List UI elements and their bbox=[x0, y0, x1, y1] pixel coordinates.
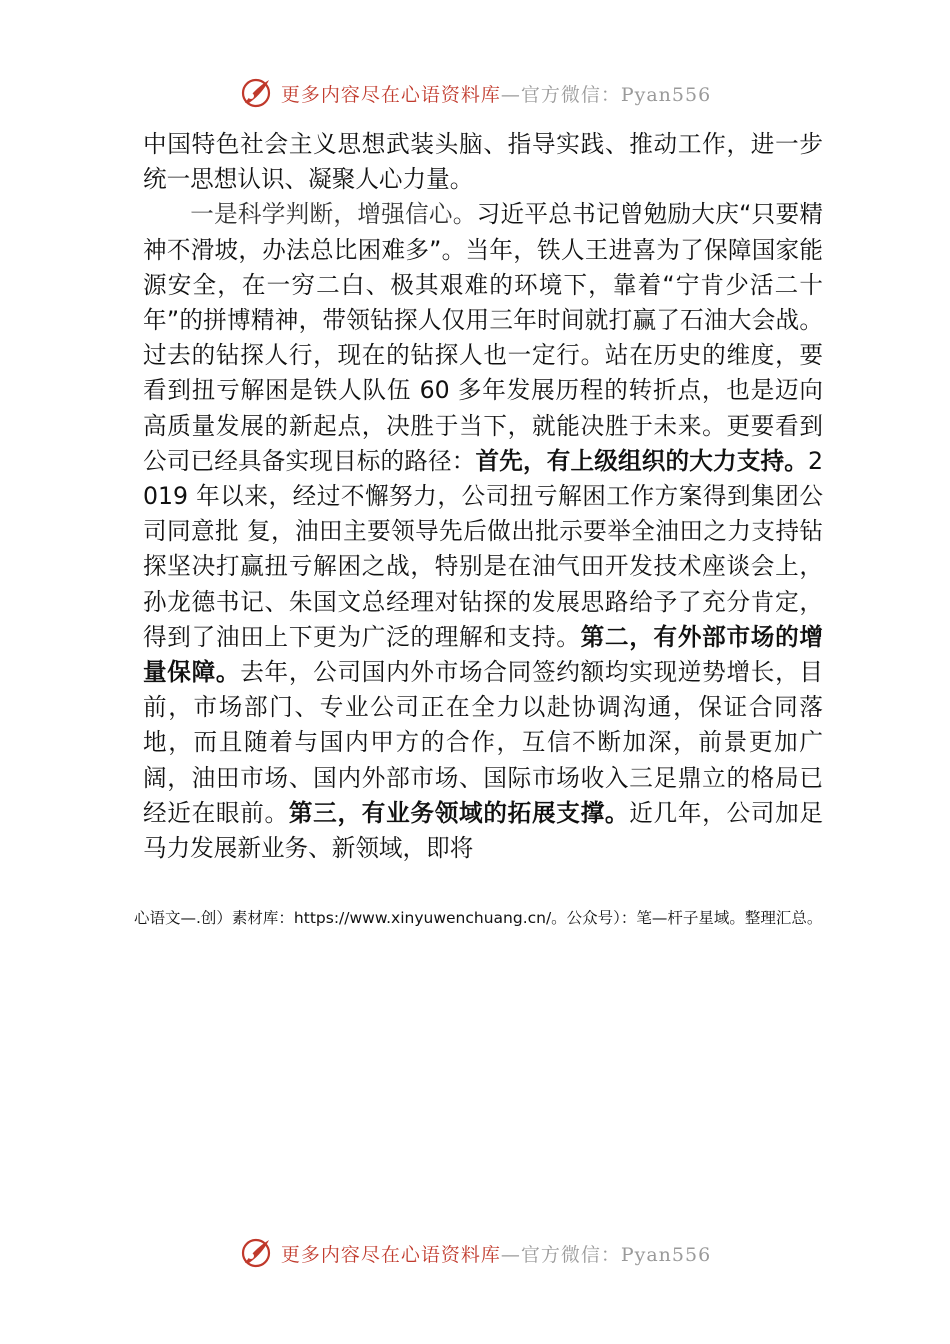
quill-seal-icon bbox=[239, 1236, 273, 1270]
paragraph-text-c: 去年，公司国内外市场合同签约额均实现逆势增长，目前，市场部门、专业公司正在全力以赴协调沟通，保证合同落地，而且随着与国内甲方的合作，互信不断加深，前景更加广阔，油田市场、国内外部市场、国际市场收入三足鼎立的格局已经近在眼前。 bbox=[143, 658, 824, 827]
footer-text bbox=[281, 1240, 711, 1267]
paragraph-continued: 中国特色社会主义思想武装头脑、指导实践、推动工作，进一步统一思想认识、凝聚人心力量。 bbox=[143, 130, 823, 194]
footer-banner bbox=[0, 1233, 950, 1273]
header-text-gray: —官方微信：Pyan556 bbox=[500, 83, 712, 106]
header-text bbox=[281, 80, 711, 107]
paragraph-main bbox=[143, 197, 823, 866]
point-heading-second: 第二，有外部市场的增量保障。 bbox=[143, 622, 824, 687]
point-heading-first: 首先，有上级组织的大力支持。 bbox=[475, 446, 808, 475]
header-text-red: 更多内容尽在心语资料库 bbox=[280, 83, 501, 106]
document-body bbox=[143, 127, 823, 866]
paragraph-text-a: 习近平总书记曾勉励大庆“只要精神不滑坡，办法总比困难多”。当年，铁人王进喜为了保障国家能源安全，在一穷二白、极其艰难的环境下，靠着“宁肯少活二十年”的拼博精神，带领钻探人仅用三年时间就打赢了石油大会战。过去的钻探人行，现在的钻探人也一定行。站在历史的维度，要看到扭亏解困是铁人队伍 60 多年发展历程的转折点，也是迈向高质量发展的新起点，决胜于当下，就能决胜于未来。更要看到公司已经具备实现目标的路径： bbox=[143, 200, 823, 475]
quill-seal-icon bbox=[239, 76, 273, 110]
point-heading-third: 第三，有业务领域的拓展支撑。 bbox=[288, 798, 630, 827]
footer-text-gray: —官方微信：Pyan556 bbox=[500, 1243, 712, 1266]
header-banner bbox=[0, 73, 950, 113]
paragraph-text-d: 近几年，公司加足马力发展新业务、新领域，即将 bbox=[143, 798, 824, 863]
paragraph-text-b: 2019 年以来，经过不懈努力，公司扭亏解困工作方案得到集团公司同意批 复，油田主要领导先后做出批示要举全油田之力支持钻探坚决打赢扭亏解困之战，特别是在油气田开发技术座谈会上， 孙龙德书记、朱国文总经理对钻探的发展思路给予了充分肯定，得到了油田上下更为广泛的理解和支持。 bbox=[143, 446, 824, 651]
source-note: 心语文—.创）素材库：https://www.xinyuwenchuang.cn/。公众号）：笔—杆子星域。整理汇总。 bbox=[134, 909, 823, 927]
section-lead: 一是科学判断，增强信心。 bbox=[190, 200, 477, 229]
footer-text-red: 更多内容尽在心语资料库 bbox=[280, 1243, 501, 1266]
